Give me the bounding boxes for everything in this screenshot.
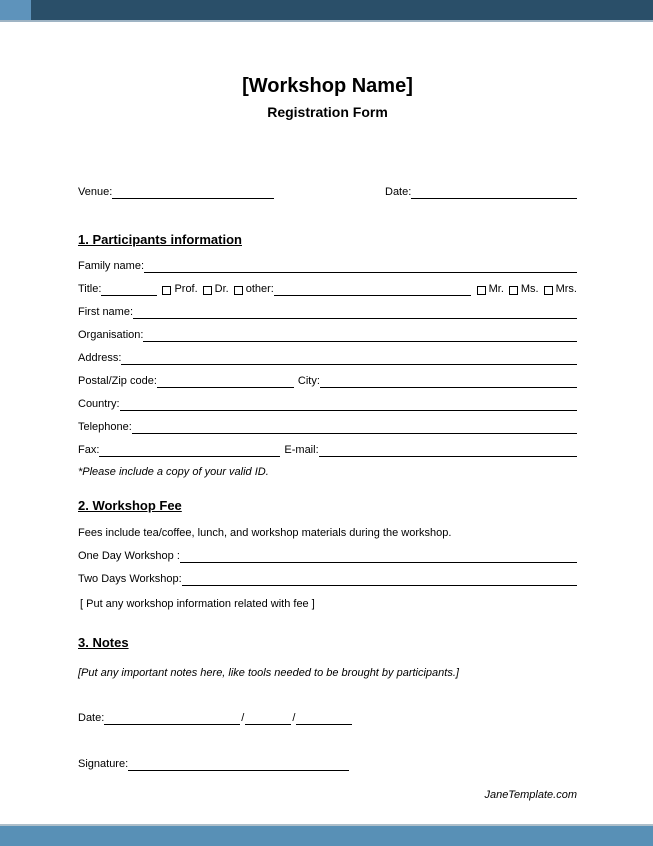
email-blank[interactable] bbox=[319, 444, 577, 457]
first-name-blank[interactable] bbox=[133, 306, 577, 319]
checkbox-icon[interactable] bbox=[162, 286, 171, 295]
prof-checkbox[interactable] bbox=[162, 283, 197, 296]
signing-date-row bbox=[78, 711, 577, 725]
address-row bbox=[78, 351, 577, 365]
email-label: E-mail: bbox=[284, 444, 319, 456]
top-decorative-bar bbox=[0, 0, 653, 22]
organisation-row bbox=[78, 328, 577, 342]
country-row bbox=[78, 397, 577, 411]
fax-email-row bbox=[78, 443, 577, 457]
fax-label: Fax: bbox=[78, 444, 100, 456]
document-body bbox=[0, 72, 653, 802]
dr-checkbox[interactable] bbox=[203, 283, 229, 296]
postal-blank[interactable] bbox=[157, 375, 294, 388]
signing-date-label: Date: bbox=[78, 712, 105, 724]
fee-note: [ Put any workshop information related with fee ] bbox=[80, 598, 315, 610]
signature-row bbox=[78, 757, 577, 771]
telephone-label: Telephone: bbox=[78, 421, 132, 433]
signing-date-blank-2[interactable] bbox=[245, 712, 291, 725]
two-days-label: Two Days Workshop: bbox=[78, 573, 182, 585]
section1-heading: 1. Participants information bbox=[78, 232, 242, 247]
dr-checkbox-label: Dr. bbox=[214, 283, 229, 295]
date-slash: / bbox=[241, 712, 245, 724]
mr-checkbox[interactable] bbox=[477, 283, 504, 296]
signature-label: Signature: bbox=[78, 758, 129, 770]
signing-date-blank-3[interactable] bbox=[296, 712, 352, 725]
city-blank[interactable] bbox=[320, 375, 577, 388]
venue-blank[interactable] bbox=[112, 186, 274, 199]
checkbox-icon[interactable] bbox=[203, 286, 212, 295]
other-checkbox[interactable] bbox=[234, 283, 274, 296]
page-subtitle: Registration Form bbox=[267, 104, 388, 120]
family-name-label: Family name: bbox=[78, 260, 145, 272]
telephone-blank[interactable] bbox=[132, 421, 577, 434]
organisation-label: Organisation: bbox=[78, 329, 144, 341]
two-days-blank[interactable] bbox=[182, 573, 577, 586]
checkbox-icon[interactable] bbox=[509, 286, 518, 295]
template-credit: JaneTemplate.com bbox=[484, 789, 577, 801]
checkbox-icon[interactable] bbox=[477, 286, 486, 295]
valid-id-note: *Please include a copy of your valid ID. bbox=[78, 466, 269, 478]
page-title: [Workshop Name] bbox=[242, 75, 413, 97]
postal-label: Postal/Zip code: bbox=[78, 375, 157, 387]
one-day-label: One Day Workshop : bbox=[78, 550, 180, 562]
venue-field bbox=[78, 186, 274, 199]
one-day-blank[interactable] bbox=[180, 550, 577, 563]
fax-blank[interactable] bbox=[99, 444, 280, 457]
address-label: Address: bbox=[78, 352, 122, 364]
title-blank[interactable] bbox=[101, 283, 157, 296]
ms-checkbox-label: Ms. bbox=[520, 283, 539, 295]
other-checkbox-label: other: bbox=[245, 283, 274, 295]
two-days-row bbox=[78, 572, 577, 586]
ms-checkbox[interactable] bbox=[509, 283, 539, 296]
one-day-row bbox=[78, 549, 577, 563]
mr-checkbox-label: Mr. bbox=[488, 283, 504, 295]
telephone-row bbox=[78, 420, 577, 434]
other-title-blank[interactable] bbox=[274, 283, 471, 296]
first-name-label: First name: bbox=[78, 306, 134, 318]
signature-blank[interactable] bbox=[128, 758, 349, 771]
organisation-blank[interactable] bbox=[143, 329, 577, 342]
country-blank[interactable] bbox=[120, 398, 577, 411]
checkbox-icon[interactable] bbox=[234, 286, 243, 295]
title-row bbox=[78, 282, 577, 296]
fee-description: Fees include tea/coffee, lunch, and workshop materials during the workshop. bbox=[78, 527, 452, 539]
family-name-row bbox=[78, 259, 577, 273]
date-blank[interactable] bbox=[411, 186, 577, 199]
city-label: City: bbox=[297, 375, 320, 387]
address-blank[interactable] bbox=[121, 352, 577, 365]
signing-date-blank-1[interactable] bbox=[104, 712, 240, 725]
venue-date-row bbox=[78, 185, 577, 199]
top-accent-square bbox=[0, 0, 31, 20]
mrs-checkbox[interactable] bbox=[544, 283, 577, 296]
checkbox-icon[interactable] bbox=[544, 286, 553, 295]
section2-heading: 2. Workshop Fee bbox=[78, 498, 182, 513]
date-slash: / bbox=[292, 712, 296, 724]
prof-checkbox-label: Prof. bbox=[174, 283, 198, 295]
family-name-blank[interactable] bbox=[144, 260, 577, 273]
country-label: Country: bbox=[78, 398, 120, 410]
first-name-row bbox=[78, 305, 577, 319]
section3-heading: 3. Notes bbox=[78, 635, 129, 650]
date-field bbox=[385, 186, 577, 199]
venue-label: Venue: bbox=[78, 186, 113, 198]
title-label: Title: bbox=[78, 283, 102, 295]
notes-placeholder: [Put any important notes here, like tools needed to be brought by participants.] bbox=[78, 667, 459, 679]
date-label: Date: bbox=[385, 186, 412, 198]
postal-city-row bbox=[78, 374, 577, 388]
mrs-checkbox-label: Mrs. bbox=[555, 283, 577, 295]
bottom-decorative-bar bbox=[0, 824, 653, 846]
